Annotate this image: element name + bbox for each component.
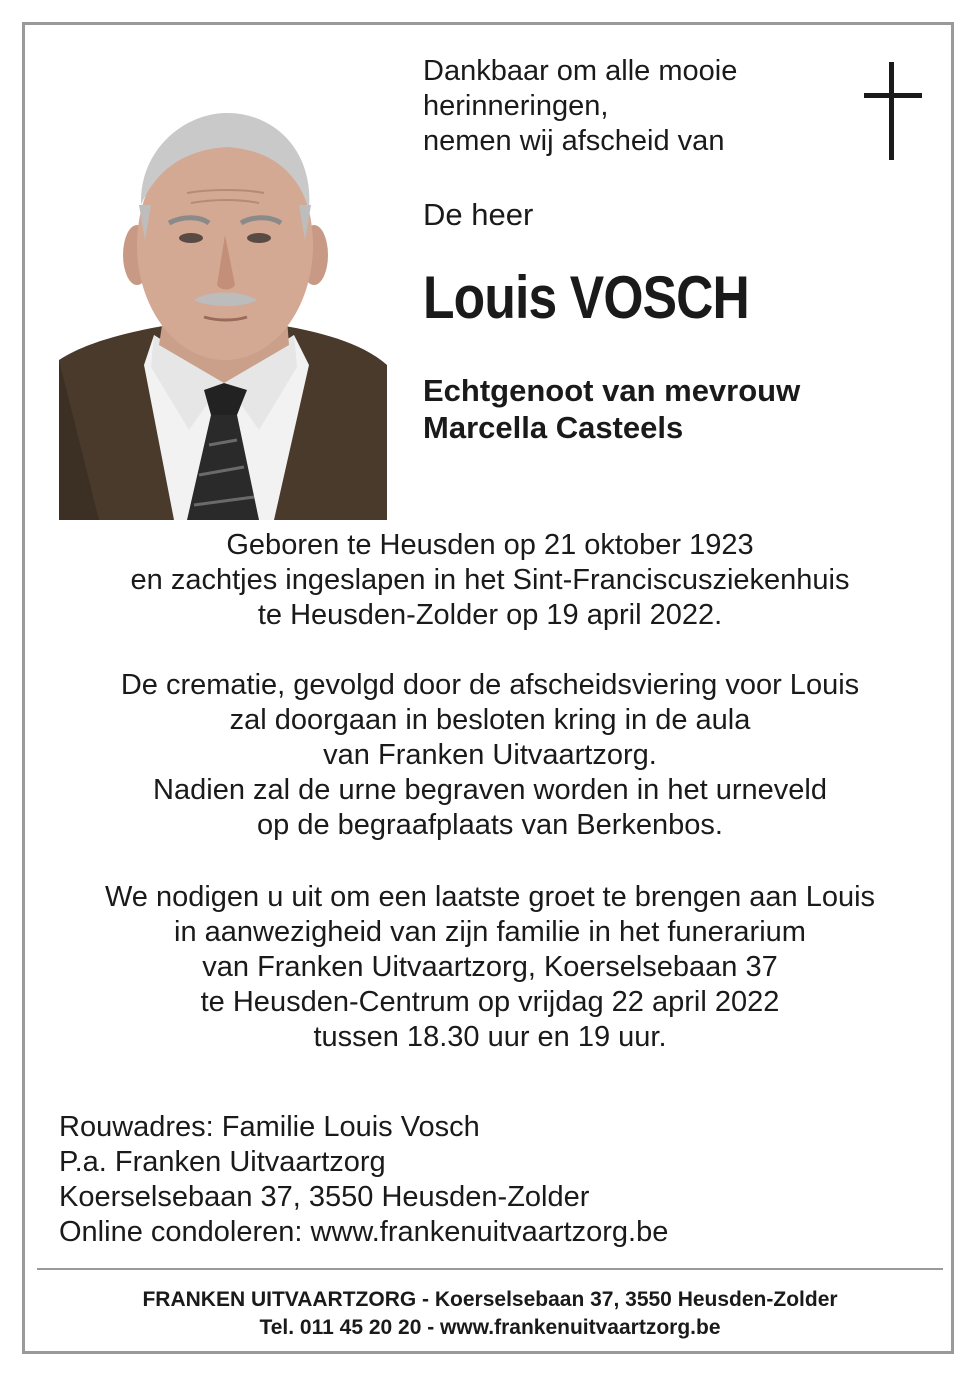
ceremony-line: van Franken Uitvaartzorg. bbox=[323, 739, 657, 771]
spouse-line: Marcella Casteels bbox=[423, 410, 684, 445]
spouse-text bbox=[423, 372, 800, 446]
address-line: Koerselsebaan 37, 3550 Heusden-Zolder bbox=[59, 1181, 590, 1213]
ceremony-block bbox=[30, 668, 950, 843]
invitation-block bbox=[30, 880, 950, 1055]
mourning-address bbox=[59, 1110, 668, 1250]
footer bbox=[30, 1286, 950, 1342]
ceremony-line: zal doorgaan in besloten kring in de aula bbox=[229, 704, 751, 736]
intro-line: nemen wij afscheid van bbox=[423, 125, 725, 157]
spouse-line: Echtgenoot van mevrouw bbox=[423, 373, 801, 408]
deceased-name: Louis VOSCH bbox=[423, 264, 749, 331]
ceremony-line: De crematie, gevolgd door de afscheidsviering voor Louis bbox=[120, 669, 860, 701]
intro-text bbox=[423, 54, 737, 159]
invitation-line: tussen 18.30 uur en 19 uur. bbox=[313, 1021, 667, 1053]
intro-line: Dankbaar om alle mooie bbox=[423, 55, 738, 87]
birth-death-line: te Heusden-Zolder op 19 april 2022. bbox=[257, 599, 723, 631]
birth-death-block bbox=[30, 528, 950, 633]
address-line: P.a. Franken Uitvaartzorg bbox=[59, 1146, 386, 1178]
salutation: De heer bbox=[423, 197, 534, 232]
invitation-line: van Franken Uitvaartzorg, Koerselsebaan 37 bbox=[202, 951, 778, 983]
invitation-line: te Heusden-Centrum op vrijdag 22 april 2022 bbox=[200, 986, 780, 1018]
footer-divider bbox=[37, 1268, 943, 1270]
birth-death-line: Geboren te Heusden op 21 oktober 1923 bbox=[226, 529, 754, 561]
footer-line-company: FRANKEN UITVAARTZORG - Koerselsebaan 37, 3550 Heusden-Zolder bbox=[142, 1288, 838, 1311]
intro-line: herinneringen, bbox=[423, 90, 609, 122]
footer-line-contact: Tel. 011 45 20 20 - www.frankenuitvaartzorg.be bbox=[259, 1316, 721, 1339]
address-line: Rouwadres: Familie Louis Vosch bbox=[59, 1111, 480, 1143]
portrait-photo bbox=[59, 105, 387, 520]
cross-icon bbox=[864, 62, 922, 160]
ceremony-line: Nadien zal de urne begraven worden in het urneveld bbox=[153, 774, 827, 806]
ceremony-line: op de begraafplaats van Berkenbos. bbox=[257, 809, 723, 841]
address-line: Online condoleren: www.frankenuitvaartzorg.be bbox=[59, 1216, 669, 1248]
invitation-line: in aanwezigheid van zijn familie in het funerarium bbox=[174, 916, 806, 948]
birth-death-line: en zachtjes ingeslapen in het Sint-Franciscusziekenhuis bbox=[130, 564, 850, 596]
invitation-line: We nodigen u uit om een laatste groet te brengen aan Louis bbox=[104, 881, 876, 913]
